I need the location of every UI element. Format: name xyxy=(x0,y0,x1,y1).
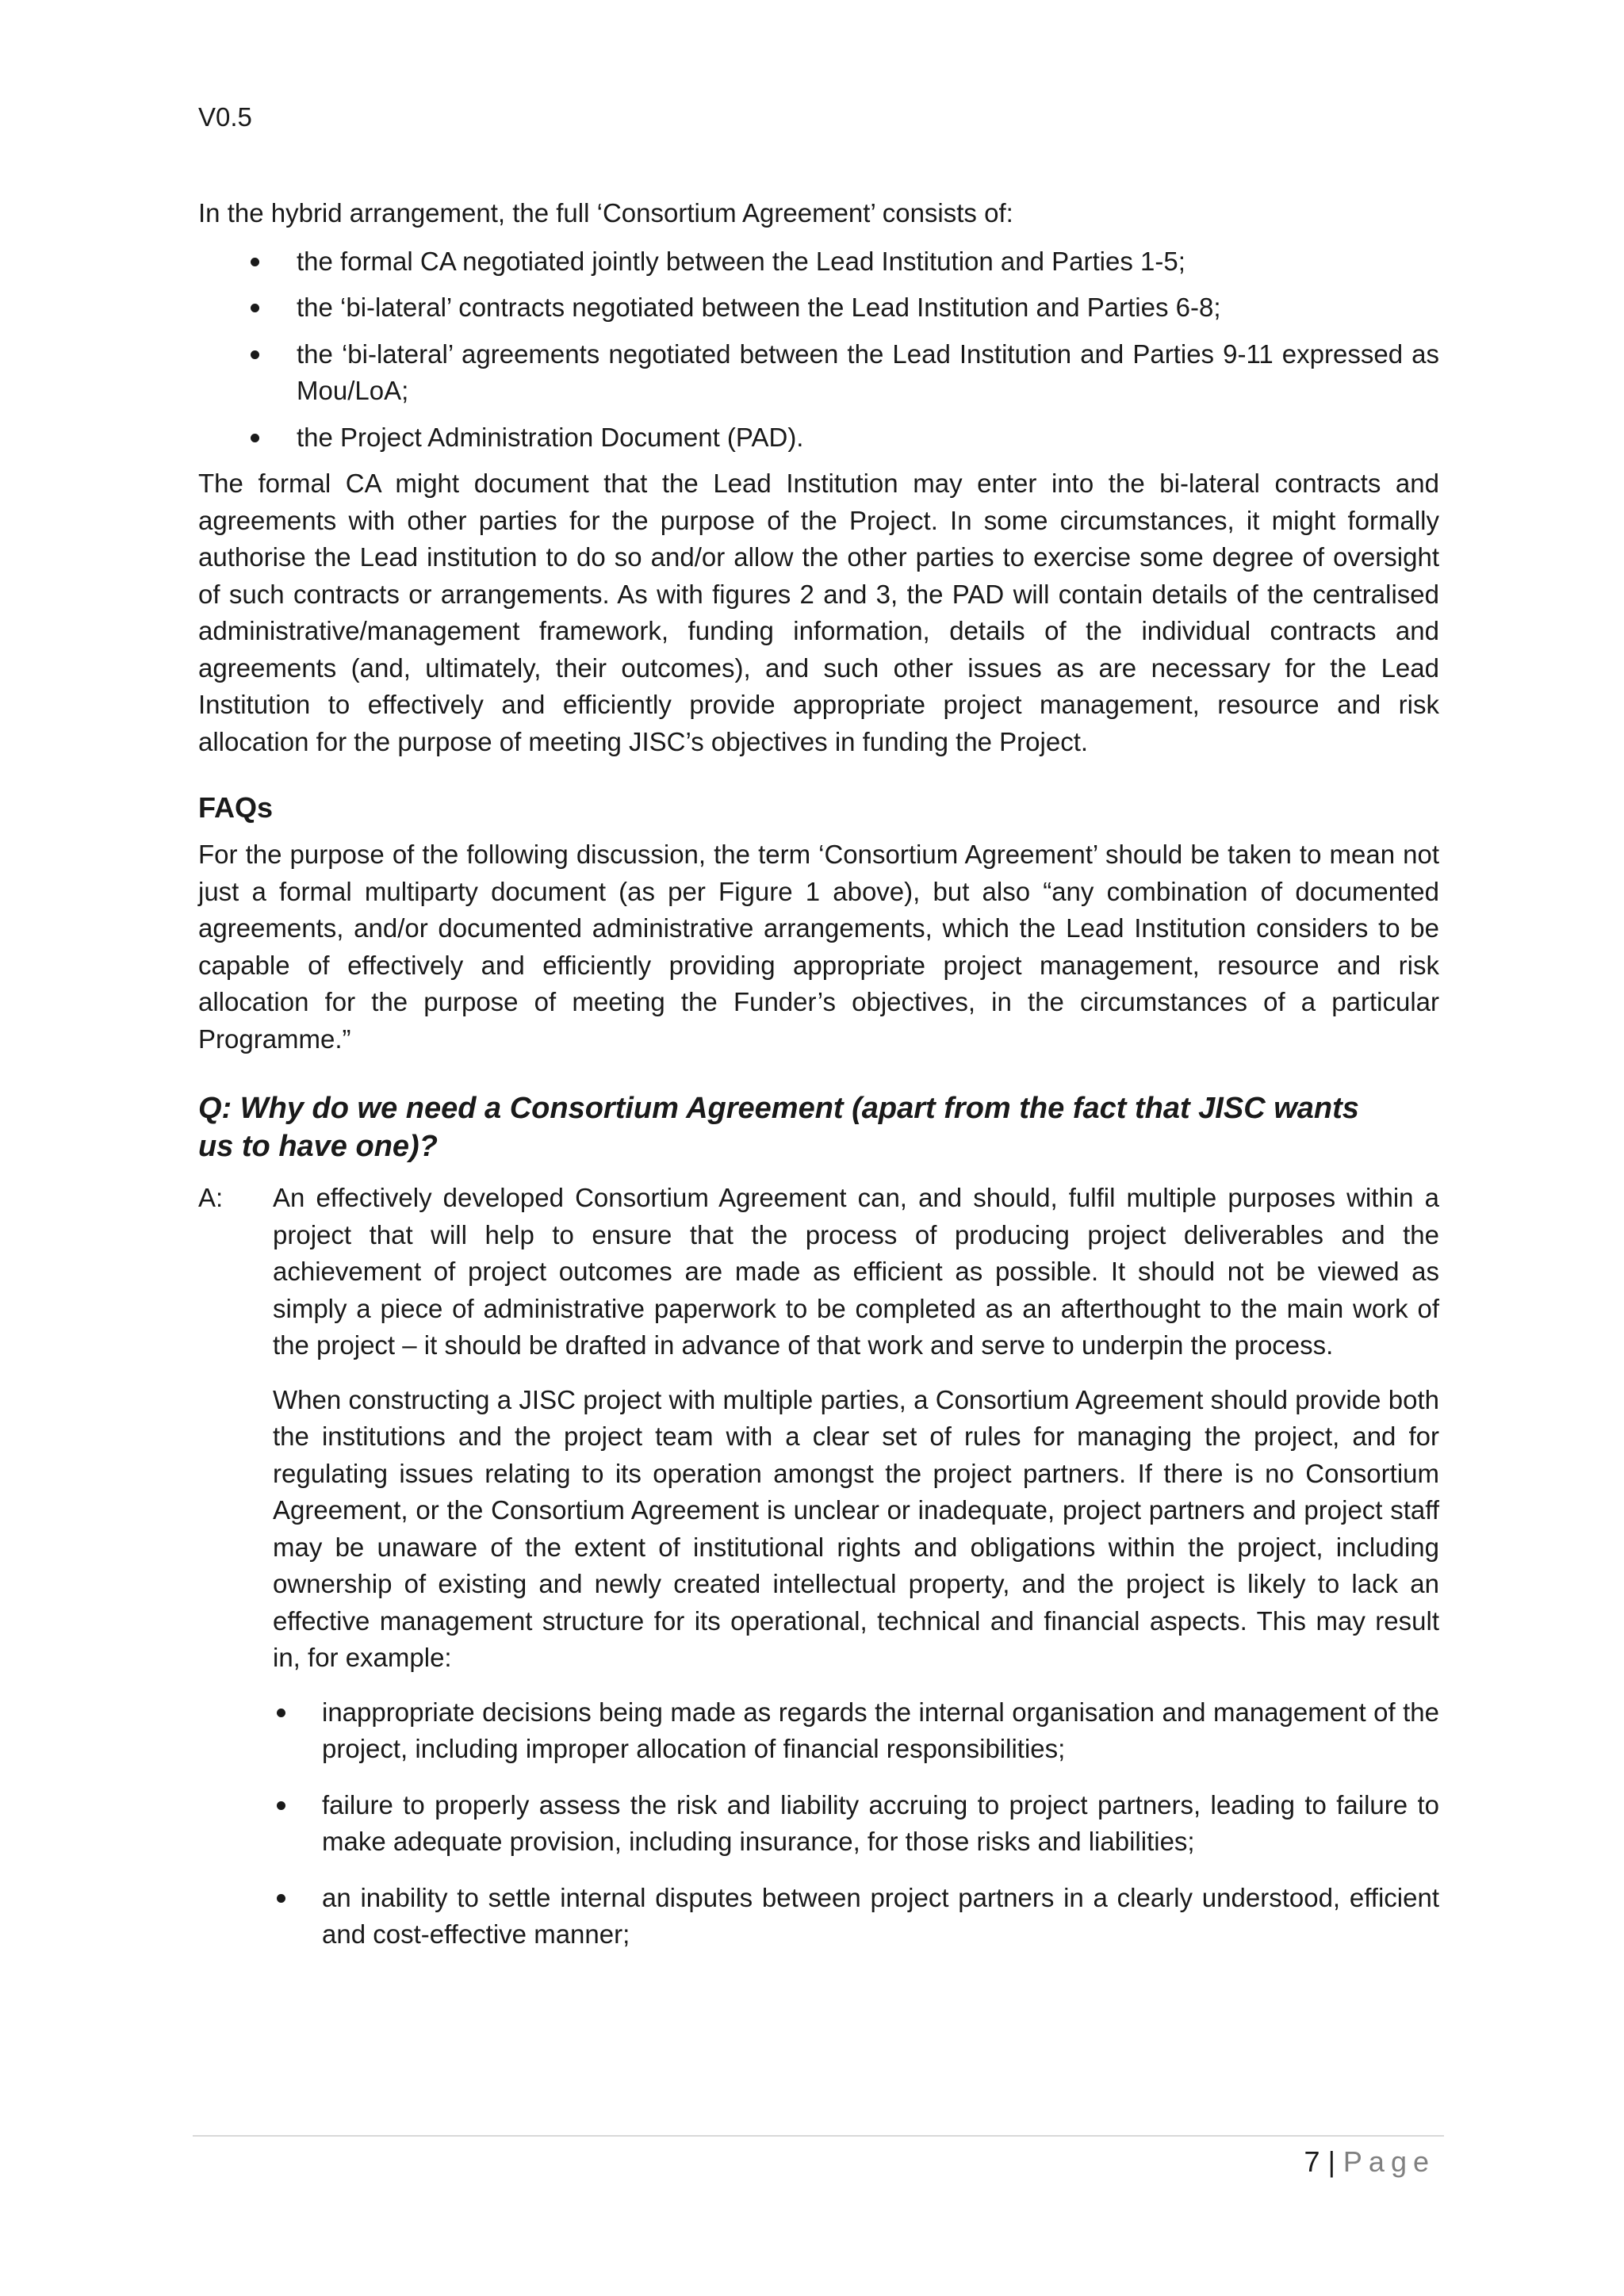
answer-paragraph: An effectively developed Consortium Agreement can, and should, fulfil multiple purposes within a project that will help to ensure that the process of producing project deliverables and the achievement of project outcomes are made as efficient as possible. It should not be viewed as simply a piece of administrative paperwork to be completed as an afterthought to the main work of the project – it should be drafted in advance of that work and serve to underpin the process. xyxy=(273,1183,1439,1360)
list-item: the formal CA negotiated jointly between the Lead Institution and Parties 1-5; xyxy=(198,243,1439,281)
list-item: the Project Administration Document (PAD). xyxy=(198,419,1439,457)
hybrid-intro-paragraph: In the hybrid arrangement, the full ‘Consortium Agreement’ consists of: xyxy=(198,198,1013,228)
bullet-icon xyxy=(251,434,259,442)
page-number: 7 xyxy=(1304,2145,1320,2178)
page-footer xyxy=(1304,2144,1435,2180)
list-item: inappropriate decisions being made as regards the internal organisation and management of the project, including improper allocation of financial responsibilities; xyxy=(273,1694,1439,1768)
list-item: failure to properly assess the risk and liability accruing to project partners, leading to failure to make adequate provision, including insurance, for those risks and liabilities; xyxy=(273,1787,1439,1861)
footer-divider xyxy=(193,2135,1444,2137)
list-item: the ‘bi-lateral’ agreements negotiated between the Lead Institution and Parties 9-11 expressed as Mou/LoA; xyxy=(198,336,1439,410)
bullet-icon xyxy=(251,350,259,359)
answer-label: A: xyxy=(198,1183,224,1212)
answer-block xyxy=(198,1180,1439,1954)
answer-paragraph: When constructing a JISC project with multiple parties, a Consortium Agreement should provide both the institutions and the project team with a clear set of rules for managing the project, and for regulating issues relating to its operation amongst the project partners. If there is no Consortium Agreement, or the Consortium Agreement is unclear or inadequate, project partners and project staff may be unaware of the extent of institutional rights and obligations within the project, including ownership of existing and newly created intellectual property, and the project is likely to lack an effective management structure for its operational, technical and financial aspects. This may result in, for example: xyxy=(273,1384,1439,1672)
document-version: V0.5 xyxy=(198,102,252,132)
bullet-icon xyxy=(277,1709,285,1717)
bullet-icon xyxy=(277,1894,285,1903)
faqs-heading: FAQs xyxy=(198,791,274,824)
question-heading: Q: Why do we need a Consortium Agreement (apart from the fact that JISC wants us to have one)? xyxy=(198,1092,1359,1163)
faqs-intro-paragraph: For the purpose of the following discussion, the term ‘Consortium Agreement’ should be taken to mean not just a formal multiparty document (as per Figure 1 above), but also “any combination of documented agreements, and/or documented administrative arrangements, which the Lead Institution considers to be capable of effectively and efficiently providing appropriate project management, resource and risk allocation for the purpose of meeting the Funder’s objectives, in the circumstances of a particular Programme.” xyxy=(198,840,1439,1054)
footer-separator: | xyxy=(1327,2145,1335,2178)
consortium-components-list xyxy=(198,243,1439,457)
risks-list xyxy=(273,1694,1439,1954)
bullet-icon xyxy=(251,258,259,266)
list-item: the ‘bi-lateral’ contracts negotiated between the Lead Institution and Parties 6-8; xyxy=(198,289,1439,327)
list-item: an inability to settle internal disputes between project partners in a clearly understood, efficient and cost-effective manner; xyxy=(273,1880,1439,1954)
page-content xyxy=(198,195,1439,1973)
formal-ca-paragraph: The formal CA might document that the Lead Institution may enter into the bi-lateral contracts and agreements with other parties for the purpose of the Project. In some circumstances, it might formally authorise the Lead institution to do so and/or allow the other parties to exercise some degree of oversight of such contracts or arrangements. As with figures 2 and 3, the PAD will contain details of the centralised administrative/management framework, funding information, details of the individual contracts and agreements (and, ultimately, their outcomes), and such other issues as are necessary for the Lead Institution to effectively and efficiently provide appropriate project management, resource and risk allocation for the purpose of meeting JISC’s objectives in funding the Project. xyxy=(198,469,1439,756)
bullet-icon xyxy=(251,304,259,312)
bullet-icon xyxy=(277,1801,285,1810)
page-label: Page xyxy=(1342,2145,1435,2178)
